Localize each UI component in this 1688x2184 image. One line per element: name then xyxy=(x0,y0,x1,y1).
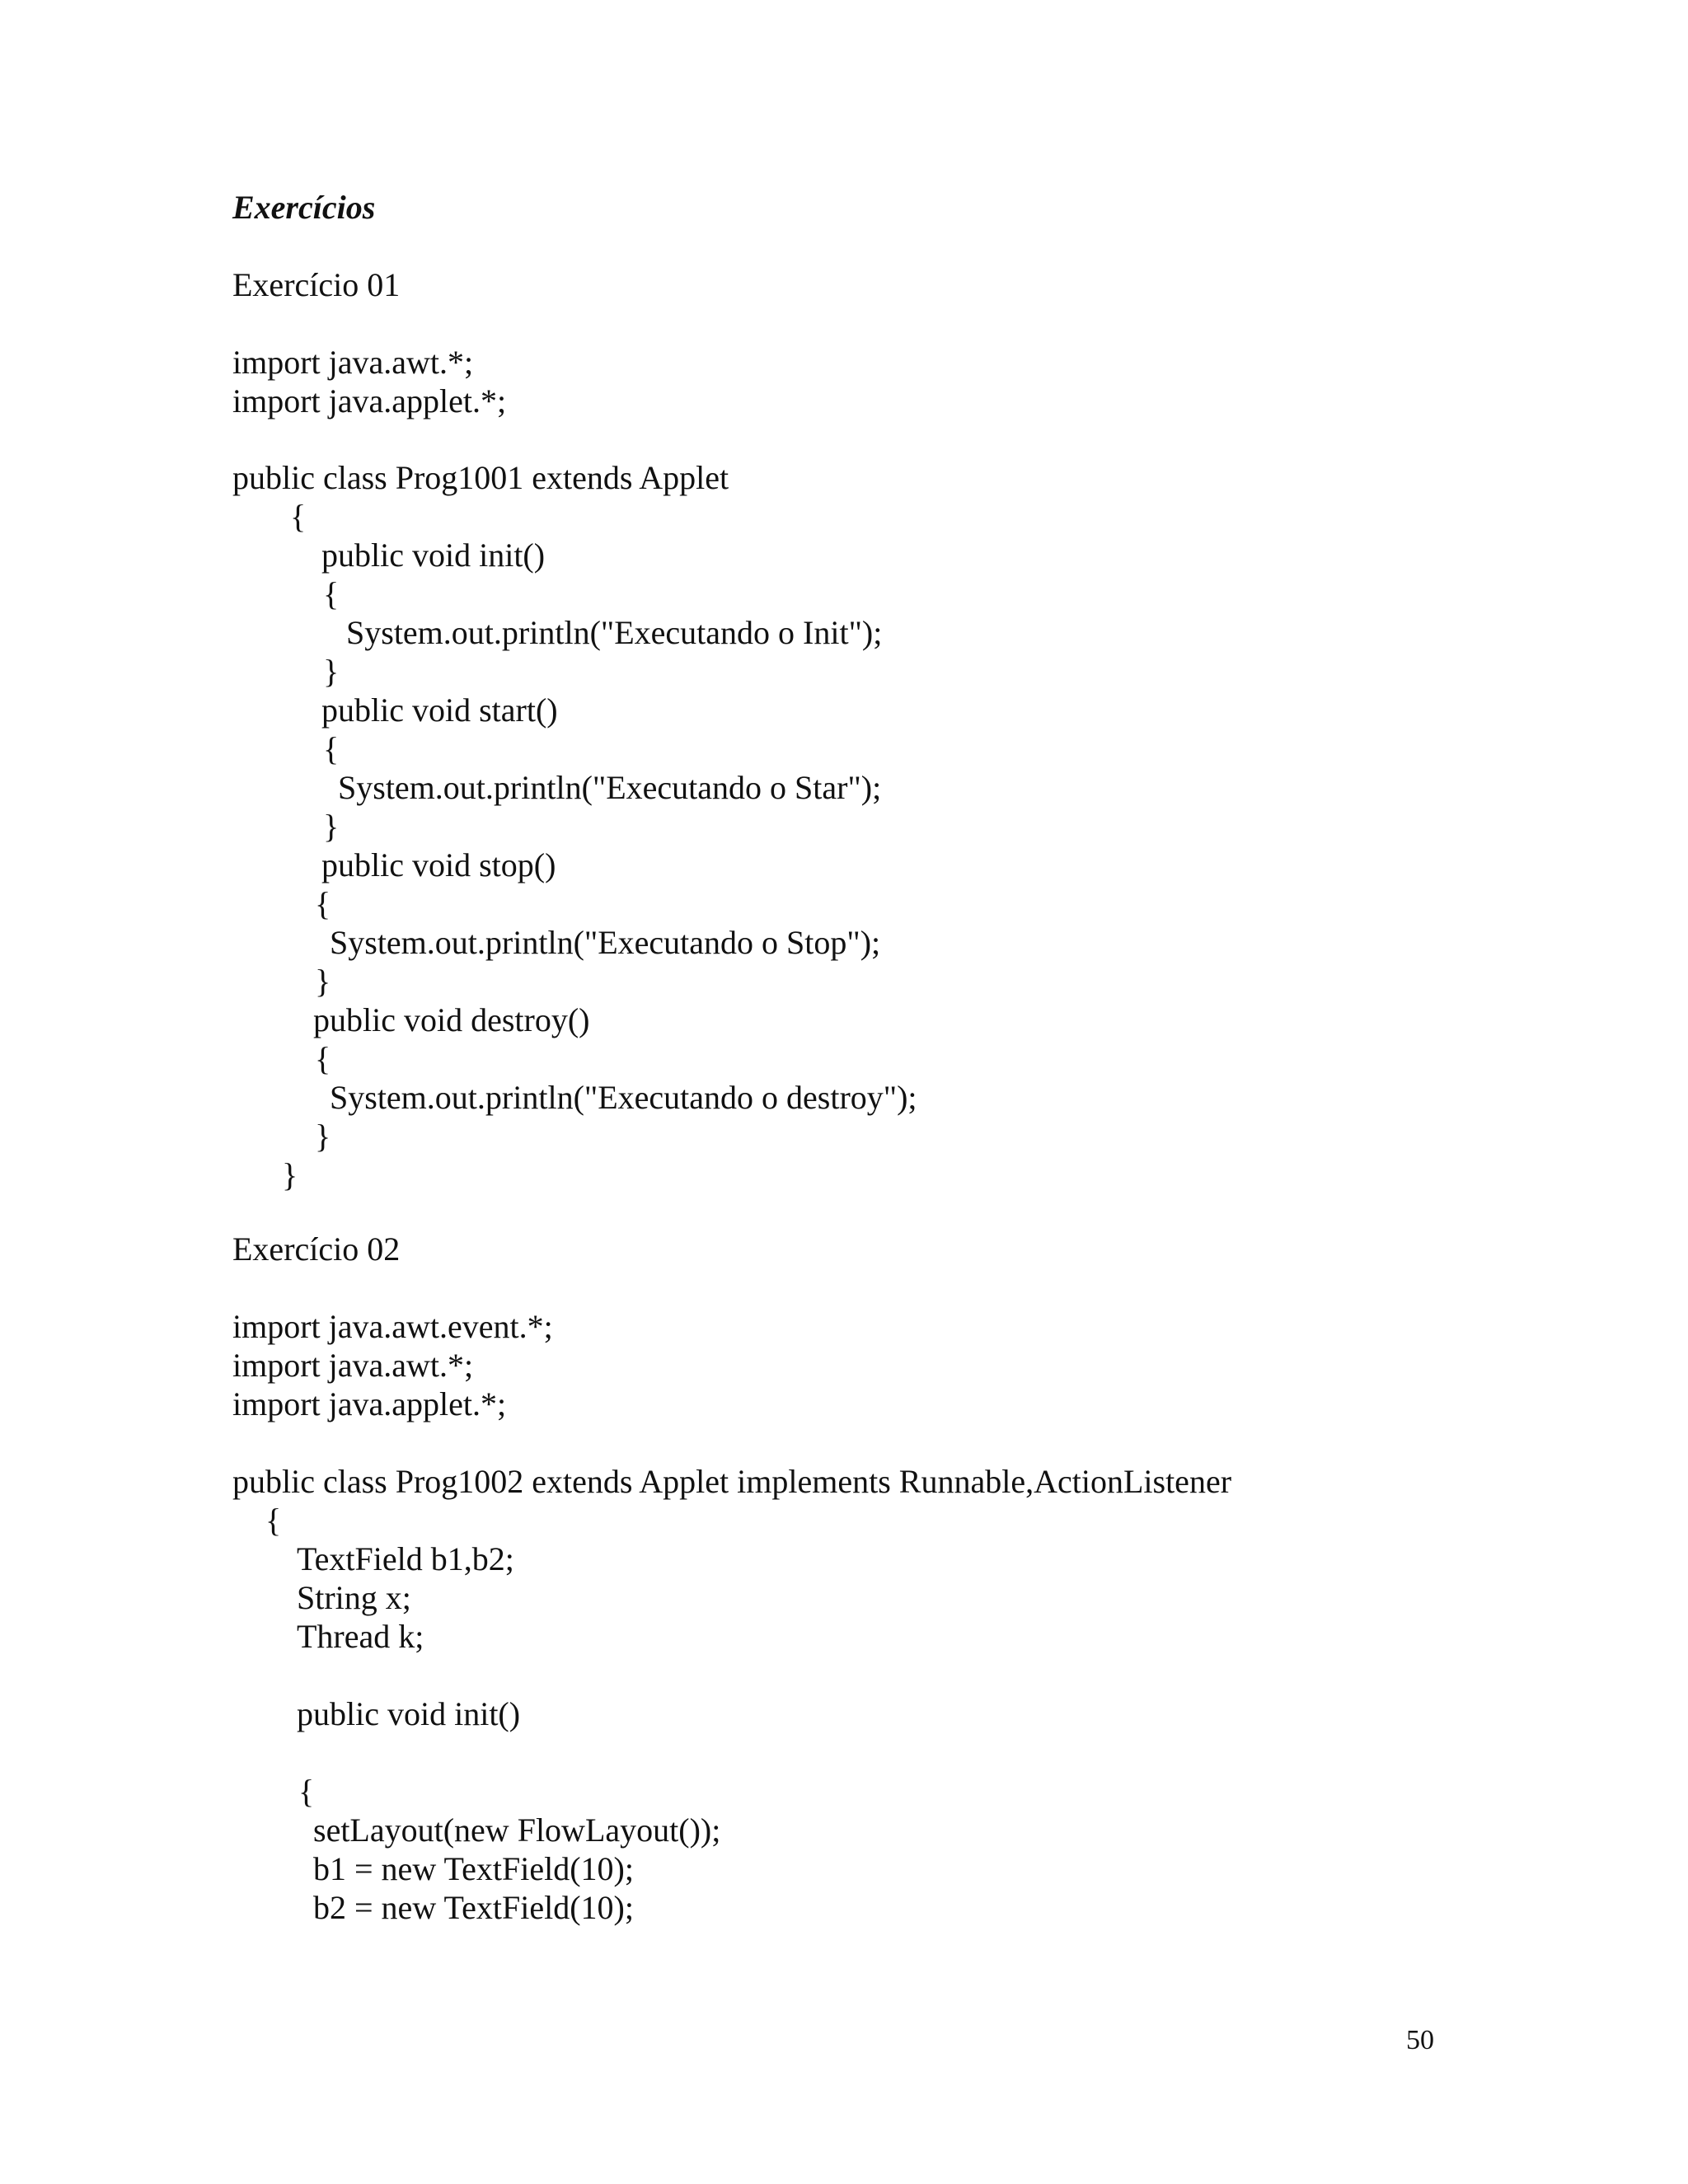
code-line: { xyxy=(315,885,331,922)
exercise-01-title: Exercício 01 xyxy=(232,266,401,303)
code-line: System.out.println("Executando o Star"); xyxy=(338,769,882,806)
code-line: { xyxy=(265,1502,282,1539)
code-line: public void start() xyxy=(321,691,558,729)
code-line: } xyxy=(323,653,340,690)
code-line: public void init() xyxy=(321,537,546,574)
code-line: import java.applet.*; xyxy=(232,1385,507,1422)
code-line: { xyxy=(323,730,340,767)
code-line: System.out.println("Executando o Init"); xyxy=(346,614,883,651)
code-line: { xyxy=(298,1773,315,1810)
code-line: public void init() xyxy=(297,1695,521,1732)
code-line: import java.applet.*; xyxy=(232,382,507,419)
code-line: public class Prog1002 extends Applet implements Runnable,ActionListener xyxy=(232,1463,1232,1500)
page-number: 50 xyxy=(1406,2025,1434,2055)
code-line: import java.awt.event.*; xyxy=(232,1308,553,1345)
code-line: b1 = new TextField(10); xyxy=(313,1850,634,1887)
code-line: setLayout(new FlowLayout()); xyxy=(313,1811,721,1849)
code-line: { xyxy=(323,575,340,612)
code-line: System.out.println("Executando o Stop"); xyxy=(330,924,881,961)
code-line: { xyxy=(290,498,307,535)
code-line: } xyxy=(323,808,340,845)
code-line: } xyxy=(315,963,331,1000)
code-line: import java.awt.*; xyxy=(232,344,474,381)
code-line: } xyxy=(282,1156,298,1193)
code-line: public class Prog1001 extends Applet xyxy=(232,459,729,496)
code-line: public void stop() xyxy=(321,846,556,883)
code-line: import java.awt.*; xyxy=(232,1347,474,1384)
code-line: b2 = new TextField(10); xyxy=(313,1889,634,1926)
exercise-02-title: Exercício 02 xyxy=(232,1230,401,1268)
code-line: TextField b1,b2; xyxy=(297,1540,514,1577)
section-heading: Exercícios xyxy=(232,189,376,226)
code-line: { xyxy=(315,1040,331,1077)
code-line: Thread k; xyxy=(297,1618,424,1655)
code-line: System.out.println("Executando o destroy"); xyxy=(330,1079,917,1116)
code-line: } xyxy=(315,1118,331,1155)
code-line: String x; xyxy=(297,1579,411,1616)
code-line: public void destroy() xyxy=(313,1001,590,1038)
